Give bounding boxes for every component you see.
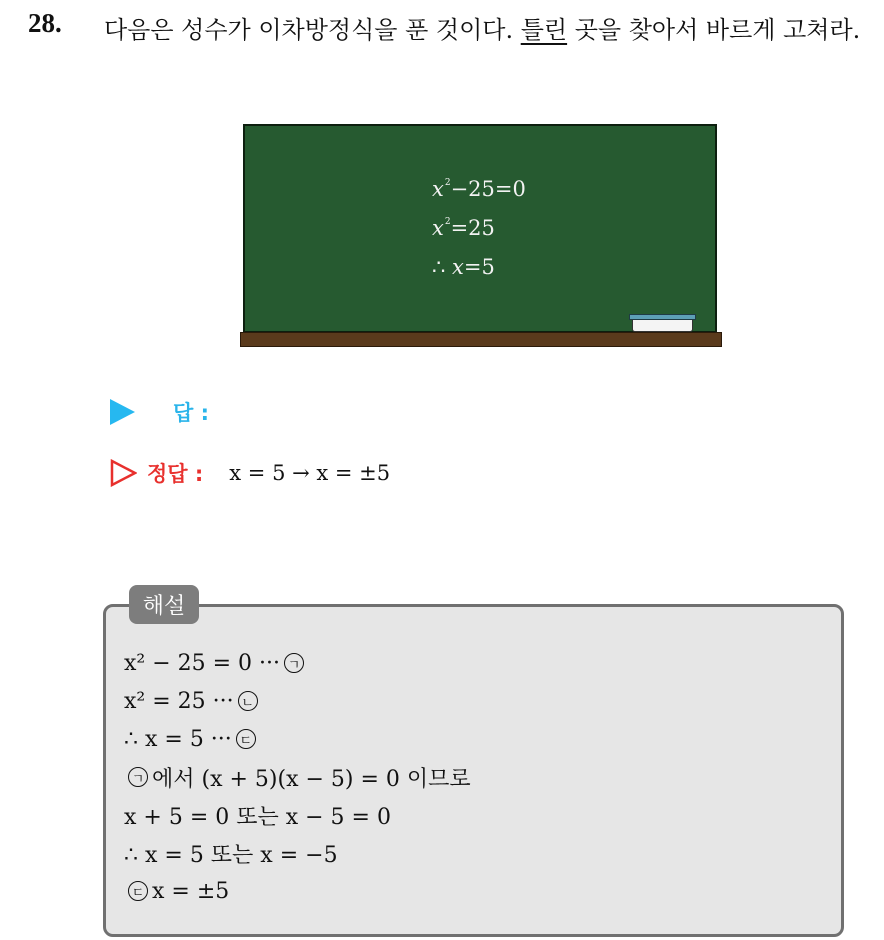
- outline-triangle-icon: [110, 459, 137, 487]
- explanation-line-1: x² − 25 = 0 ··· ㄱ: [124, 644, 471, 682]
- question-text: [104, 10, 874, 51]
- board-ledge: [240, 332, 722, 347]
- circled-giyeok-icon: ㄱ: [128, 767, 148, 787]
- correct-answer-label: 정답 :: [147, 462, 204, 486]
- explanation-line-2: x² = 25 ··· ㄴ: [124, 682, 471, 720]
- explanation-line-6: ∴ x = 5 또는 x = −5: [124, 842, 338, 868]
- explanation-lines: [124, 644, 471, 910]
- explanation-line-7: ㄷ x = ±5: [124, 872, 471, 910]
- blackboard: [243, 124, 717, 333]
- circled-digeut-icon: ㄷ: [236, 729, 256, 749]
- circled-digeut-icon: ㄷ: [128, 881, 148, 901]
- eraser-icon: [629, 314, 696, 332]
- board-line-1: $x^2-25=0$: [432, 177, 526, 201]
- circled-nieun-icon: ㄴ: [238, 691, 258, 711]
- explanation-title: 해설: [129, 585, 199, 624]
- question-number: 28.: [28, 8, 62, 38]
- answer-row: [110, 397, 209, 427]
- board-line-2: $x^2=25$: [432, 216, 495, 240]
- correct-answer-row: [110, 458, 390, 488]
- solid-triangle-icon: [110, 399, 135, 425]
- explanation-line-5: x + 5 = 0 또는 x − 5 = 0: [124, 804, 391, 830]
- question-text-after: 곳을 찾아서 바르게 고쳐라.: [567, 16, 861, 44]
- circled-giyeok-icon: ㄱ: [284, 653, 304, 673]
- question-text-before: 다음은 성수가 이차방정식을 푼 것이다.: [104, 16, 521, 44]
- question-underlined-word: 틀린: [520, 16, 568, 44]
- answer-label: 답 :: [173, 401, 209, 425]
- board-line-3: ∴ x=5: [432, 255, 495, 279]
- explanation-line-4: ㄱ 에서 (x + 5)(x − 5) = 0 이므로: [124, 758, 471, 796]
- explanation-line-3: ∴ x = 5 ··· ㄷ: [124, 720, 471, 758]
- correct-answer-text: x = 5 → x = ±5: [229, 461, 391, 485]
